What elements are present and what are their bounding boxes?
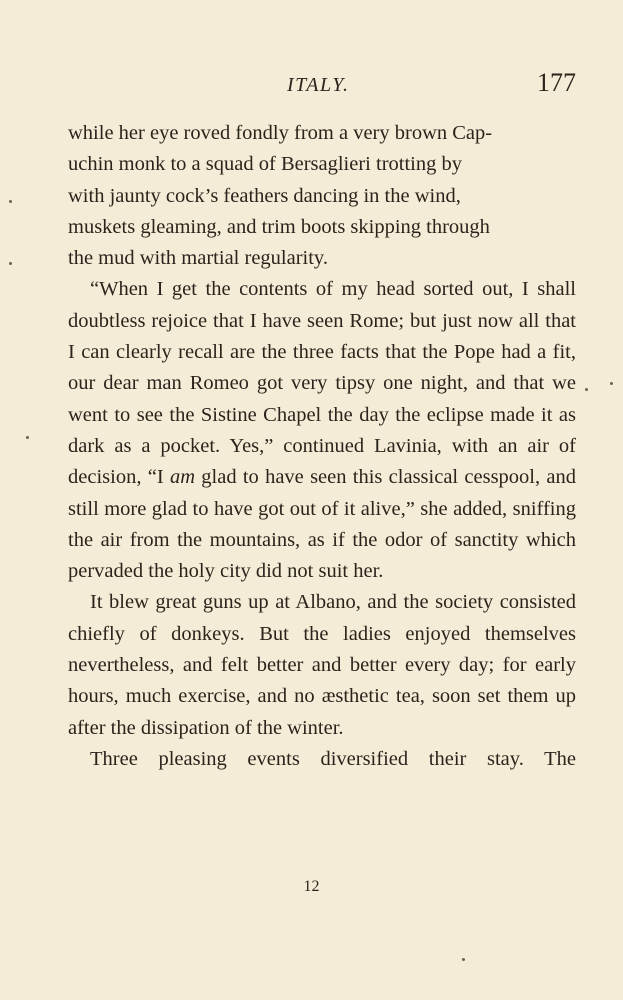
paragraph-1-line-4: muskets gleaming, and trim boots skipping through [68, 215, 490, 238]
paper-speck [462, 958, 465, 961]
page-number: 177 [537, 68, 576, 97]
paper-speck [26, 436, 29, 439]
paper-speck [610, 382, 613, 385]
paragraph-4: Three pleasing events diversified their stay. The [90, 747, 576, 770]
signature-mark: 12 [303, 878, 320, 895]
paragraph-1-line-3: with jaunty cock’s feathers dancing in the wind, [68, 184, 461, 207]
paragraph-1-line-2: uchin monk to a squad of Bersaglieri trotting by [68, 153, 462, 176]
paragraph-1 [68, 118, 576, 274]
paragraph-1-line-1: while her eye roved fondly from a very brown Cap- [68, 122, 493, 144]
paragraph-2-text-start: “When I get the contents of my head sorted out, I shall doubtless rejoice that I have seen Rome; but just now all that I can clearly recall are the three facts that the Pope had a fit, our dear man Romeo got very tipsy one night, and that we went to see the Sistine Chapel the day the eclipse made it as dark as a pocket. Yes,” continued Lavinia, with an air of decision, “I [68, 278, 576, 489]
paper-speck [9, 200, 12, 203]
paragraph-2-text-end: glad to have seen this classical cesspool, and still more glad to have got out of it alive,” she added, sniffing the air from the mountains, as if the odor of sanctity which pervaded the holy city did not suit her. [68, 466, 576, 583]
paper-speck [9, 262, 12, 265]
running-title: ITALY. [287, 74, 350, 96]
paragraph-2 [68, 274, 576, 587]
paragraph-1-line-5: the mud with martial regularity. [68, 247, 328, 270]
paragraph-3: It blew great guns up at Albano, and the society consisted chiefly of donkeys. But the ladies enjoyed themselves nevertheless, and felt better and better every day; for early hours, much exercise, and no æsthetic tea, soon set them up after the dissipation of the winter. [68, 591, 576, 739]
paper-speck [585, 388, 588, 391]
running-head [68, 68, 576, 102]
paragraph-2-emphasis: am [169, 466, 195, 489]
body-text [68, 118, 576, 775]
